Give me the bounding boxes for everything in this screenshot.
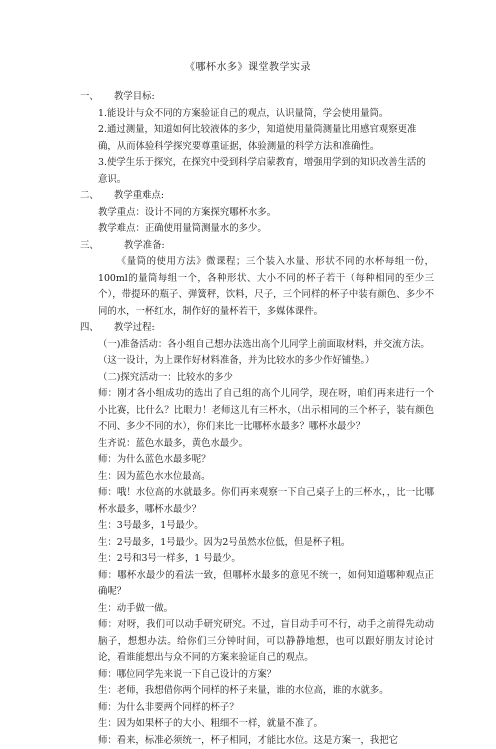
- section-heading-3: [80, 238, 434, 255]
- section-title: 教学重难点:: [114, 188, 164, 205]
- section-number: 三、: [80, 238, 124, 255]
- dialogue-line: 生：2号最多，1号最少。因为2号虽然水位低，但是杯子粗。: [82, 535, 434, 552]
- section-title: 教学过程:: [114, 320, 155, 337]
- dialogue-line: 生：3号最多，1号最少。: [82, 518, 434, 535]
- goal-item: 3.使学生乐于探究，在探究中受到科学启蒙教育，增强用学到的知识改善生活的意识。: [82, 155, 434, 188]
- dialogue-line: 生：因为如果杯子的大小、粗细不一样，就量不准了。: [82, 716, 434, 733]
- section-heading-2: [80, 188, 434, 205]
- document-title: 《哪杯水多》课堂教学实录: [62, 58, 434, 73]
- dialogue-line: 师：看来，标准必须统一，杯子相同，才能比水位。这是方案一，我把它: [82, 733, 434, 749]
- preparation-paragraph: 《量筒的使用方法》微课程；三个装入水量、形状不同的水杯每组一份，100ml的量筒每组一个，各种形状、大小不同的杯子若干（每种相同的至少三个），带提环的瓶子、弹簧秤，饮料，尺子，三个同样的杯子中装有颜色、多少不同的水，一杯红水，制作好的量杯若干，多媒体课件。: [82, 254, 434, 320]
- section-number: 二、: [80, 188, 114, 205]
- section-heading-1: [80, 89, 434, 106]
- dialogue-line: 生：2号和3号一样多，1 号最少。: [82, 551, 434, 568]
- dialogue-line: 生齐说：蓝色水最多，黄色水最少。: [82, 436, 434, 453]
- section-number: 四、: [80, 320, 114, 337]
- dialogue-line: 师：为什么非要两个同样的杯子？: [82, 700, 434, 717]
- process-paragraph: （一)准备活动：各小组自己想办法选出高个儿同学上前面取材料，并交流方法。: [82, 337, 434, 354]
- dialogue-line: 师：为什么蓝色水最多呢？: [82, 452, 434, 469]
- section-title: 教学准备:: [124, 238, 165, 255]
- key-point-item: 教学重点：设计不同的方案探究哪杯水多。: [82, 205, 434, 222]
- dialogue-line: 师：哪位同学先来说一下自己设计的方案？: [82, 667, 434, 684]
- dialogue-line: 师：哪杯水最少的看法一致，但哪杯水最多的意见不统一，如何知道哪种观点正确呢？: [82, 568, 434, 601]
- goal-item: 2.通过测量，知道如何比较液体的多少，知道使用量筒测量比用感官观察更准确，从而体验科学探究要尊重证据，体验测量的科学方法和准确性。: [82, 122, 434, 155]
- section-heading-4: [80, 320, 434, 337]
- dialogue-line: 师：对呀，我们可以动手研究研究。不过，盲目动手可不行，动手之前得先动动脑子，想想办法。给你们三分钟时间，可以静静地想，也可以跟好朋友讨论讨论，看谁能想出与众不同的方案来验证自己的观点。: [82, 617, 434, 667]
- dialogue-line: 生：动手做一做。: [82, 601, 434, 618]
- section-title: 教学目标:: [114, 89, 155, 106]
- dialogue-line: 师：刚才各小组成功的选出了自己组的高个儿同学，现在呀，咱们再来进行一个小比赛，比什么？比眼力！老师这儿有三杯水，（出示相同的三个杯子，装有颜色不同、多少不同的水），你们来比一比哪杯水最多？哪杯水最少？: [82, 386, 434, 436]
- dialogue-line: 生：因为蓝色水水位最高。: [82, 469, 434, 486]
- process-subheading: （二)探究活动一：比较水的多少: [82, 370, 434, 387]
- goal-item: 1.能设计与众不同的方案验证自己的观点，认识量筒，学会使用量筒。: [82, 106, 434, 123]
- dialogue-line: 师：哦！水位高的水就最多。你们再来观察一下自己桌子上的三杯水，，比一比哪杯水最多，哪杯水最少？: [82, 485, 434, 518]
- dialogue-line: 生：老师，我想借你两个同样的杯子来量，谁的水位高，谁的水就多。: [82, 683, 434, 700]
- process-note: （这一设计，为上课作好材料准备，并为比较水的多少作好铺垫。）: [82, 353, 434, 370]
- key-point-item: 教学难点：正确使用量筒测量水的多少。: [82, 221, 434, 238]
- section-number: 一、: [80, 89, 114, 106]
